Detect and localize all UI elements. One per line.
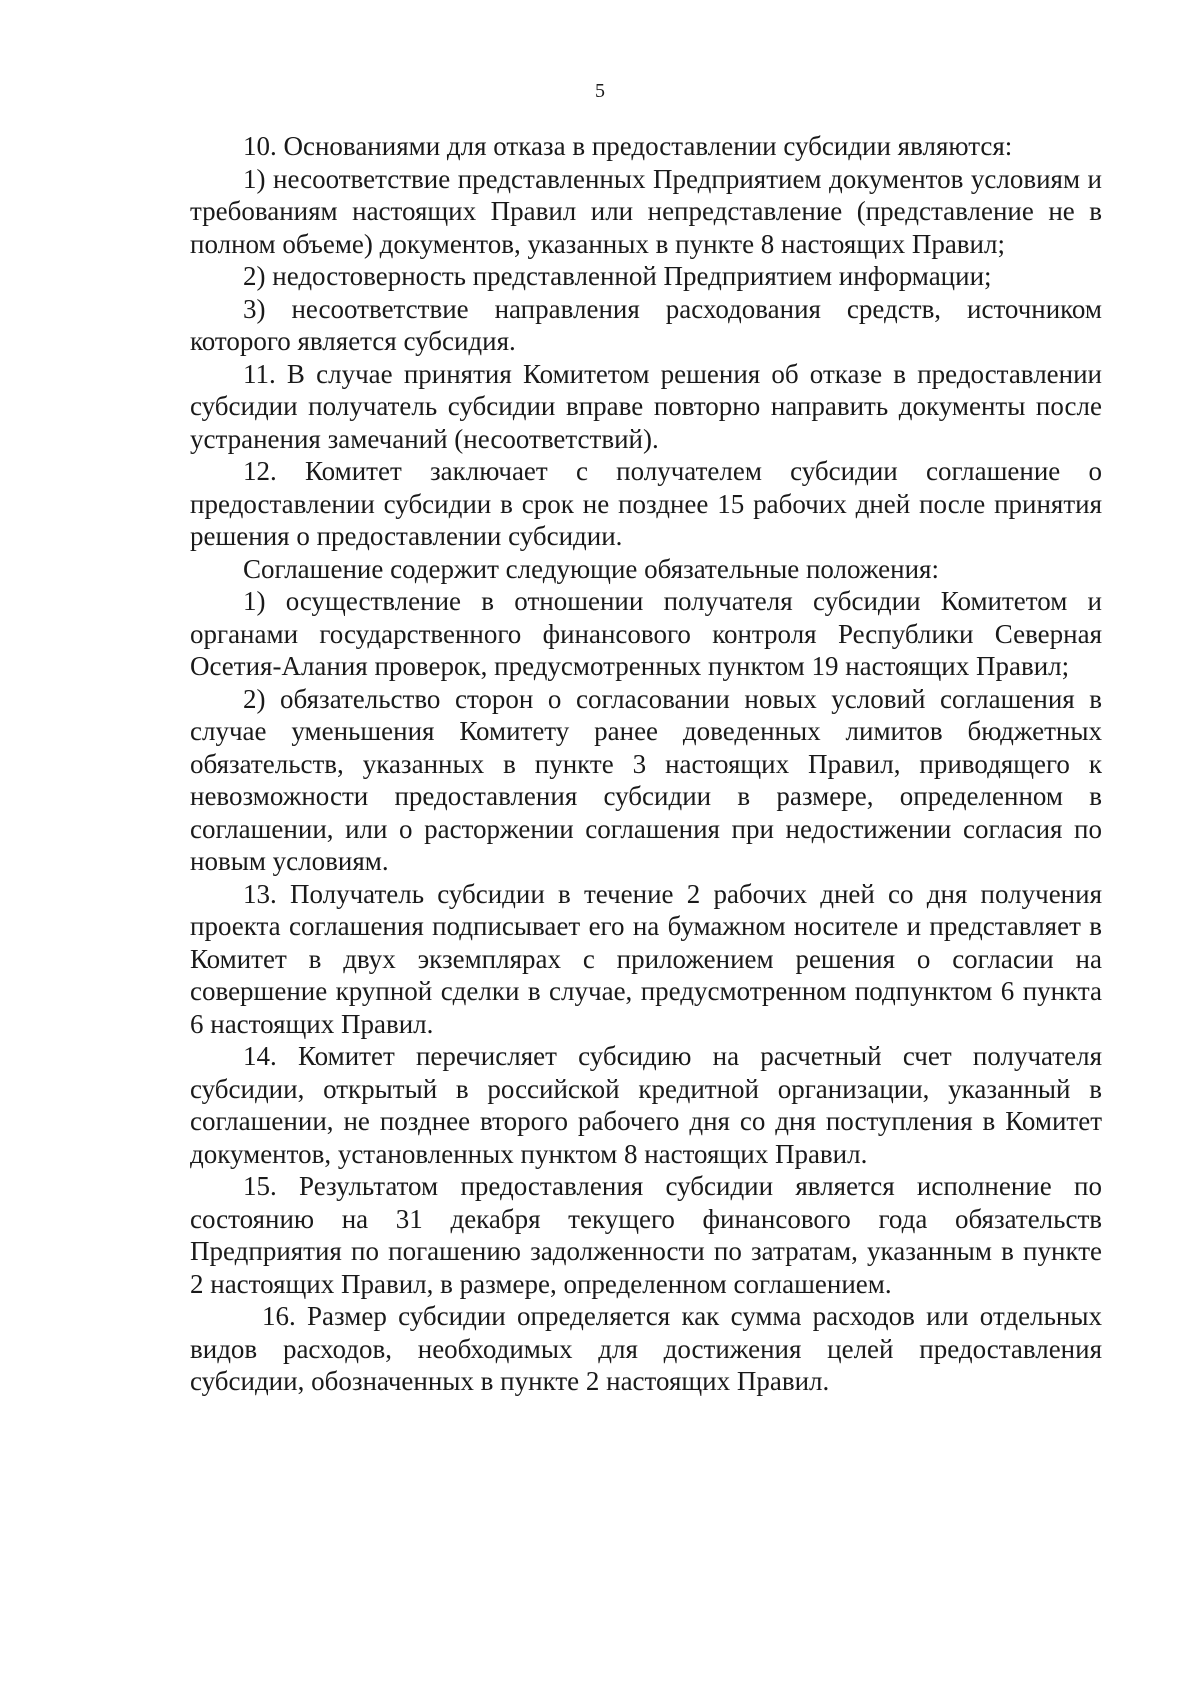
agreement-provisions-intro: Соглашение содержит следующие обязательные положения: — [243, 553, 939, 584]
paragraph-10-item-3: 3) несоответствие направления расходования средств, источником которого является субсидия. — [190, 293, 1102, 356]
paragraph-14: 14. Комитет перечисляет субсидию на расчетный счет получателя субсидии, открытый в российской кредитной организации, указанный в соглашении, не позднее второго рабочего дня со дня поступления в Комитет документов, установленных пунктом 8 настоящих Правил. — [190, 1041, 1102, 1169]
agreement-provision-1: 1) осуществление в отношении получателя субсидии Комитетом и органами государственного финансового контроля Республики Северная Осетия-Алания проверок, предусмотренных пунктом 19 настоящих Правил; — [190, 586, 1102, 681]
paragraph-10: 10. Основаниями для отказа в предоставлении субсидии являются: — [243, 131, 1013, 161]
paragraph-12: 12. Комитет заключает с получателем субсидии соглашение о предоставлении субсидии в срок не позднее 15 рабочих дней после принятия решения о предоставлении субсидии. — [190, 456, 1102, 551]
page-number: 5 — [595, 80, 605, 102]
paragraph-10-item-1: 1) несоответствие представленных Предприятием документов условиям и требованиям настоящих Правил или непредставление (представление не в полном объеме) документов, указанных в пункте 8 настоящих Правил; — [190, 163, 1102, 259]
paragraph-13: 13. Получатель субсидии в течение 2 рабочих дней со дня получения проекта соглашения подписывает его на бумажном носителе и представляет в Комитет в двух экземплярах с приложением решения о согласии на совершение крупной сделки в случае, предусмотренном подпунктом 6 пункта 6 настоящих Правил. — [190, 878, 1102, 1039]
paragraph-10-item-2: 2) недостоверность представленной Предприятием информации; — [243, 261, 992, 291]
paragraph-16: 16. Размер субсидии определяется как сумма расходов или отдельных видов расходов, необходимых для достижения целей предоставления субсидии, обозначенных в пункте 2 настоящих Правил. — [190, 1301, 1102, 1396]
document-body — [190, 130, 1102, 1398]
paragraph-11: 11. В случае принятия Комитетом решения об отказе в предоставлении субсидии получатель субсидии вправе повторно направить документы после устранения замечаний (несоответствий). — [190, 358, 1102, 454]
agreement-provision-2: 2) обязательство сторон о согласовании новых условий соглашения в случае уменьшения Комитету ранее доведенных лимитов бюджетных обязательств, указанных в пункте 3 настоящих Правил, приводящего к невозможности предоставления субсидии в размере, определенном в соглашении, или о расторжении соглашения при недостижении согласия по новым условиям. — [190, 683, 1102, 876]
paragraph-15: 15. Результатом предоставления субсидии является исполнение по состоянию на 31 декабря текущего финансового года обязательств Предприятия по погашению задолженности по затратам, указанным в пункте 2 настоящих Правил, в размере, определенном соглашением. — [190, 1171, 1102, 1299]
